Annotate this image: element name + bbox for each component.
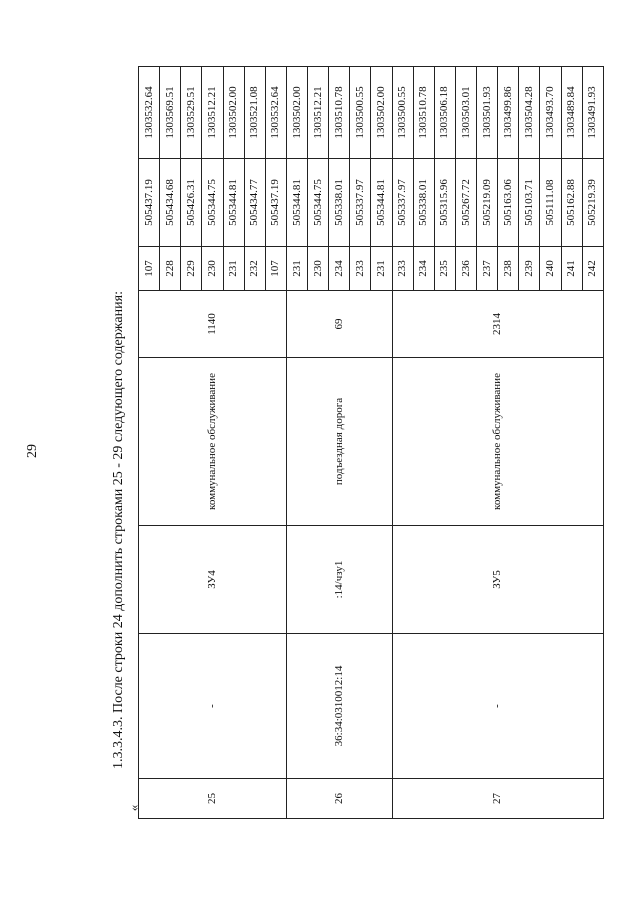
- point-number-cell: 236: [455, 247, 476, 291]
- coordinate-x-cell: 505337.97: [350, 159, 371, 247]
- coordinate-y-cell: 1303489.84: [561, 67, 582, 159]
- table-row: [139, 67, 160, 819]
- coordinate-y-cell: 1303532.64: [265, 67, 286, 159]
- coordinate-y-cell: 1303510.78: [329, 67, 350, 159]
- table-row: [392, 67, 413, 819]
- permitted-use-cell: коммунальное обслуживание: [139, 358, 287, 526]
- table-row: [286, 67, 307, 819]
- intro-text: 1.3.3.4.3. После строки 24 дополнить строками 25 - 29 следующего содержания:: [111, 291, 126, 769]
- point-number-cell: 233: [350, 247, 371, 291]
- coordinate-y-cell: 1303501.93: [477, 67, 498, 159]
- coordinate-y-cell: 1303506.18: [434, 67, 455, 159]
- permitted-use-cell: коммунальное обслуживание: [392, 358, 604, 526]
- point-number-cell: 241: [561, 247, 582, 291]
- coordinate-y-cell: 1303529.51: [181, 67, 202, 159]
- land-plot-table: [138, 67, 604, 819]
- coordinate-x-cell: 505103.71: [519, 159, 540, 247]
- coordinate-y-cell: 1303502.00: [371, 67, 392, 159]
- plot-designation-cell: ЗУ4: [139, 526, 287, 634]
- coordinate-x-cell: 505219.09: [477, 159, 498, 247]
- coordinate-x-cell: 505338.01: [413, 159, 434, 247]
- coordinate-x-cell: 505434.68: [160, 159, 181, 247]
- coordinate-x-cell: 505267.72: [455, 159, 476, 247]
- area-cell: 1140: [139, 291, 287, 358]
- cadastral-number-cell: 36:34:0310012:14: [286, 634, 392, 779]
- coordinate-x-cell: 505437.19: [265, 159, 286, 247]
- point-number-cell: 237: [477, 247, 498, 291]
- row-number-cell: 27: [392, 779, 604, 819]
- point-number-cell: 230: [308, 247, 329, 291]
- point-number-cell: 233: [392, 247, 413, 291]
- coordinate-x-cell: 505437.19: [139, 159, 160, 247]
- area-cell: 69: [286, 291, 392, 358]
- point-number-cell: 238: [498, 247, 519, 291]
- coordinate-y-cell: 1303510.78: [413, 67, 434, 159]
- plot-designation-cell: ЗУ5: [392, 526, 604, 634]
- coordinate-y-cell: 1303504.28: [519, 67, 540, 159]
- coordinate-y-cell: 1303500.55: [392, 67, 413, 159]
- coordinate-x-cell: 505344.81: [223, 159, 244, 247]
- point-number-cell: 234: [413, 247, 434, 291]
- coordinate-x-cell: 505219.39: [582, 159, 603, 247]
- coordinate-y-cell: 1303532.64: [139, 67, 160, 159]
- point-number-cell: 229: [181, 247, 202, 291]
- coordinate-x-cell: 505434.77: [244, 159, 265, 247]
- coordinate-x-cell: 505337.97: [392, 159, 413, 247]
- table-body: [139, 67, 604, 819]
- coordinate-y-cell: 1303502.00: [286, 67, 307, 159]
- page-number: 29: [25, 444, 40, 458]
- row-number-cell: 26: [286, 779, 392, 819]
- point-number-cell: 228: [160, 247, 181, 291]
- point-number-cell: 231: [223, 247, 244, 291]
- coordinate-x-cell: 505344.75: [308, 159, 329, 247]
- point-number-cell: 234: [329, 247, 350, 291]
- point-number-cell: 107: [139, 247, 160, 291]
- coordinate-x-cell: 505344.81: [286, 159, 307, 247]
- point-number-cell: 242: [582, 247, 603, 291]
- coordinate-x-cell: 505162.88: [561, 159, 582, 247]
- coordinate-y-cell: 1303503.01: [455, 67, 476, 159]
- row-number-cell: 25: [139, 779, 287, 819]
- coordinate-x-cell: 505111.08: [540, 159, 561, 247]
- coordinate-y-cell: 1303491.93: [582, 67, 603, 159]
- point-number-cell: 240: [540, 247, 561, 291]
- coordinate-x-cell: 505338.01: [329, 159, 350, 247]
- permitted-use-cell: подъездная дорога: [286, 358, 392, 526]
- coordinate-y-cell: 1303512.21: [202, 67, 223, 159]
- coordinate-x-cell: 505344.81: [371, 159, 392, 247]
- plot-designation-cell: :14/чзу1: [286, 526, 392, 634]
- point-number-cell: 231: [286, 247, 307, 291]
- point-number-cell: 107: [265, 247, 286, 291]
- coordinate-x-cell: 505426.31: [181, 159, 202, 247]
- coordinate-y-cell: 1303521.08: [244, 67, 265, 159]
- coordinate-x-cell: 505344.75: [202, 159, 223, 247]
- coordinate-y-cell: 1303493.70: [540, 67, 561, 159]
- coordinate-y-cell: 1303569.51: [160, 67, 181, 159]
- coordinate-y-cell: 1303512.21: [308, 67, 329, 159]
- point-number-cell: 232: [244, 247, 265, 291]
- cadastral-number-cell: -: [139, 634, 287, 779]
- coordinate-y-cell: 1303499.86: [498, 67, 519, 159]
- cadastral-number-cell: -: [392, 634, 604, 779]
- point-number-cell: 231: [371, 247, 392, 291]
- coordinate-x-cell: 505163.06: [498, 159, 519, 247]
- area-cell: 2314: [392, 291, 604, 358]
- coordinate-y-cell: 1303500.55: [350, 67, 371, 159]
- point-number-cell: 230: [202, 247, 223, 291]
- coordinate-y-cell: 1303502.00: [223, 67, 244, 159]
- opening-quote: «: [126, 804, 141, 812]
- point-number-cell: 239: [519, 247, 540, 291]
- point-number-cell: 235: [434, 247, 455, 291]
- coordinate-x-cell: 505315.96: [434, 159, 455, 247]
